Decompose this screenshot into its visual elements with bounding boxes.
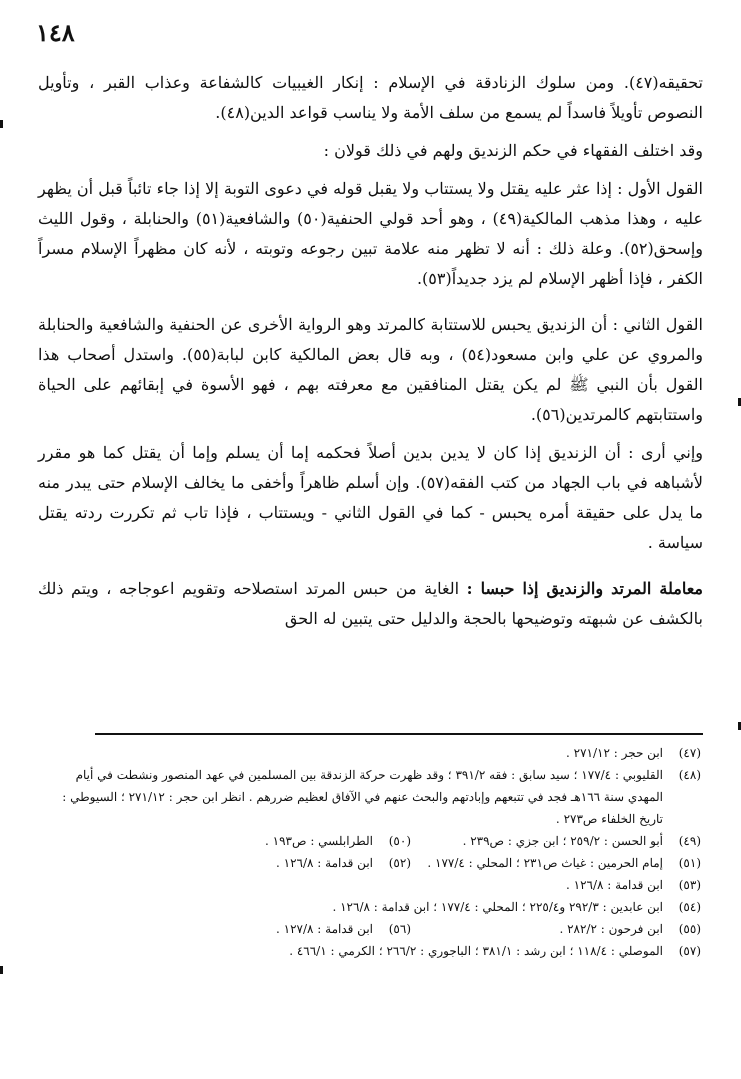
footnote-number: (٥١) — [678, 856, 701, 870]
footnotes — [42, 742, 701, 962]
footnote-row — [42, 918, 701, 940]
footnote-row — [42, 852, 701, 874]
paragraph: تحقيقه(٤٧). ومن سلوك الزنادقة في الإسلام : إنكار الغيبيات كالشفاعة وعذاب القبر ، وتأويل النصوص تأويلاً فاسداً لم يسمع من سلف الأمة ولا يناسب قواعد الدين(٤٨). — [38, 73, 703, 122]
footnote-text: الطرابلسي : ص١٩٣ . — [265, 834, 373, 848]
footnote-text: ابن فرحون : ٢٨٢/٢ . — [559, 922, 663, 936]
footnote — [411, 918, 701, 940]
section-text: الغاية من حبس المرتد استصلاحه وتقويم اعوجاجه ، ويتم ذلك بالكشف عن شبهته وتوضيحها بالحجة والدليل حتى يتبين له الحق — [38, 579, 703, 628]
binding-mark — [0, 120, 3, 128]
paragraph: القول الأول : إذا عثر عليه يقتل ولا يستتاب ولا يقبل قوله في دعوى التوبة إلا إذا جاء تائباً قبل أن يظهر عليه ، وهذا مذهب المالكية(٤٩) ، وهو أحد قولي الحنفية(٥٠) والشافعية(٥١) والحنابلة ، وقول الليث وإسحق(٥٢). وعلة ذلك : أنه لا تظهر منه علامة تبين رجوعه وتوبته ، لأنه كان مظهراً الإسلام مسراً الكفر ، فإذا أظهر الإسلام لم يزد جديداً(٥٣). — [38, 179, 704, 288]
paragraph: وإني أرى : أن الزنديق إذا كان لا يدين بدين أصلاً فحكمه إما أن يسلم وإما أن يقتل كما هو مقرر لأشباهه في باب الجهاد من كتب الفقه(٥٧). وإن أسلم ظاهراً وأخفى ما يخالف الإسلام حتى يبدر منه ما يدل على حقيقة أمره يحبس - كما في القول الثاني - ويستتاب ، فإذا تاب ثم تكررت ردته يقتل سياسة . — [38, 443, 704, 552]
footnote-number: (٥٣) — [678, 878, 701, 892]
footnote — [42, 874, 701, 896]
footnote-number: (٥٢) — [388, 856, 411, 870]
footnote-number: (٥٧) — [678, 944, 701, 958]
paragraph: وقد اختلف الفقهاء في حكم الزنديق ولهم في ذلك قولان : — [323, 141, 703, 160]
footnote-text: إمام الحرمين : غياث ص٢٣١ ؛ المحلي : ١٧٧/٤ . — [427, 856, 663, 870]
footnote-number: (٥٤) — [678, 900, 701, 914]
footnote — [121, 918, 411, 940]
footnote-text: أبو الحسن : ٢٥٩/٢ ؛ ابن جزي : ص٢٣٩ . — [462, 834, 663, 848]
footnote-text: ابن حجر : ٢٧١/١٢ . — [565, 746, 663, 760]
footnote — [121, 852, 411, 874]
footnote-divider — [95, 733, 703, 735]
footnote — [42, 764, 701, 830]
footnote-number: (٤٨) — [678, 768, 701, 782]
body-text — [38, 68, 703, 642]
footnote-number: (٥٠) — [388, 834, 411, 848]
footnote-number: (٤٧) — [678, 746, 701, 760]
footnote-row — [42, 830, 701, 852]
footnote — [411, 852, 701, 874]
section-heading: معاملة المرتد والزنديق إذا حبسا : — [466, 579, 703, 598]
footnote — [411, 830, 701, 852]
footnote — [42, 940, 701, 962]
footnote-text: الموصلي : ١١٨/٤ ؛ ابن رشد : ٣٨١/١ ؛ الباجوري : ٢٦٦/٢ ؛ الكرمي : ٤٦٦/١ . — [289, 944, 663, 958]
footnote — [42, 742, 701, 764]
footnote-number: (٥٦) — [388, 922, 411, 936]
footnote-text: ابن قدامة : ١٢٦/٨ . — [566, 878, 663, 892]
footnote-text: ابن قدامة : ١٢٧/٨ . — [276, 922, 373, 936]
footnote-number: (٥٥) — [678, 922, 701, 936]
section-paragraph — [38, 574, 703, 634]
footnote-text: ابن قدامة : ١٢٦/٨ . — [276, 856, 373, 870]
footnote — [42, 896, 701, 918]
binding-mark — [0, 966, 3, 974]
page-number: ١٤٨ — [36, 18, 75, 47]
footnote — [121, 830, 411, 852]
paragraph: القول الثاني : أن الزنديق يحبس للاستتابة كالمرتد وهو الرواية الأخرى عن الحنفية والشافعية والحنابلة والمروي عن علي وابن مسعود(٥٤) ، وبه قال بعض المالكية كابن لبابة(٥٥). واستدل أصحاب هذا القول بأن النبي ﷺ لم يكن يقتل المنافقين مع معرفته بهم ، فهو الأسوة في إبقائهم على الحياة واستتابتهم كالمرتدين(٥٦). — [38, 315, 704, 424]
footnote-text: ابن عابدين : ٢٩٢/٣ و٢٢٥/٤ ؛ المحلي : ١٧٧/٤ ؛ ابن قدامة : ١٢٦/٨ . — [332, 900, 663, 914]
footnote-number: (٤٩) — [678, 834, 701, 848]
footnote-text: القليوبي : ١٧٧/٤ ؛ سيد سابق : فقه ٣٩١/٢ ؛ وقد ظهرت حركة الزندقة بين المسلمين في عهد المنصور ونشطت في أيام المهدي سنة ١٦٦هـ فجد في تتبعهم وإبادتهم والبحث عنهم في الآفاق لعظيم ضررهم . انظر ابن حجر : ٢٧١/١٢ ؛ السيوطي : تاريخ الخلفاء ص٢٧٣ . — [62, 768, 663, 826]
